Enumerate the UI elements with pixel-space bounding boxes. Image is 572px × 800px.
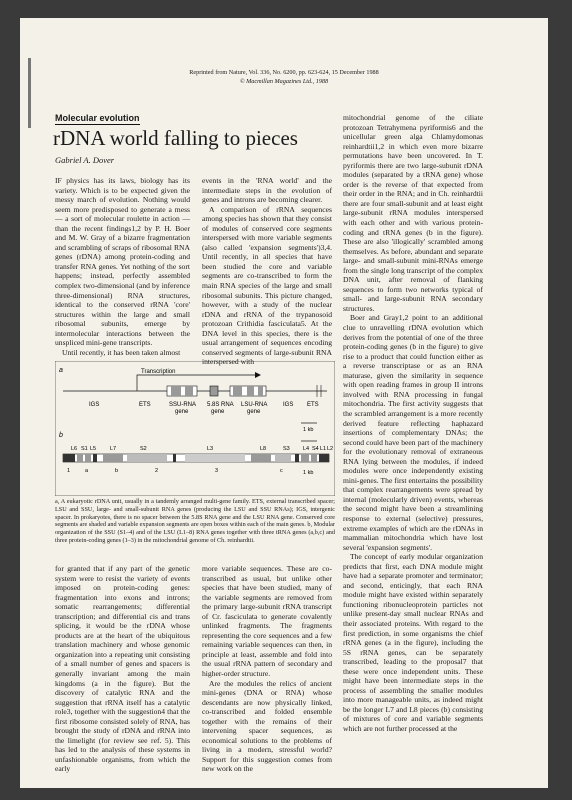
paragraph: Boer and Gray1,2 point to an additional clue to unravelling rDNA evolution which derives from the potential of one of the three protein-coding genes (b in the figure) to give rise to a product that could function either as a reverse transcriptase or as an RNA maturase, given the similarity in sequence with open reading frames in group II introns involved with RNA processing in fungal mitochondria. The first activity suggests that the scrambled arrangement is a more recently derived feature reflecting haphazard insertions of complementary DNAs; the second could have been part of the machinery for the evolutionary removal of extraneous RNA lying between the modules, if indeed modules were once independently existing mini-genes. The first entertains the possibility that complex rearrangements were spread by internal (molecularly driven) events, whereas the second might have been a streamlining response to external (selective) pressures, extreme examples of which are the rDNAs in mammalian mitochondria which have lost several 'expansion segments'.	[343, 313, 483, 552]
reprint-header	[20, 68, 548, 86]
b-gene-3: 3	[215, 468, 219, 474]
b-gene-a: a	[85, 468, 89, 474]
b-label-L4: L4	[303, 446, 310, 452]
section-heading: Molecular evolution	[55, 113, 140, 123]
lsu-gene-label: gene	[247, 409, 261, 415]
column-3	[343, 113, 483, 734]
column-2-bottom	[202, 564, 332, 774]
scale-label-b: 1 kb	[303, 470, 314, 476]
paragraph: mitochondrial genome of the ciliate protozoan Tetrahymena pyriformis6 and the unicellular green alga Chlamydomonas reinhardtii1,2 in which even more bizarre permutations have been uncovered. In T. pyriformis there are two large-subunit rDNA modules (separated by a tRNA gene) whose order is the reverse of that expected from their order in the RNA; and in Ch. reinhardtii there are four small-subunit and at least eight large-subunit rRNA modules interspersed with each other and with various protein-coding and tRNA genes (b in the figure). These are also 'illogically' scrambled among themselves. As before, abundant and separate large- and small-subunit mini-RNAs emerge from the single long transcript of the complex DNA unit, after removal of flanking sequences to form two networks typical of small- and large-subunit RNA secondary structures.	[343, 113, 483, 313]
column-1-bottom	[55, 564, 190, 774]
paragraph: events in the 'RNA world' and the intermediate steps in the evolution of genes and introns are becoming clearer.	[202, 176, 332, 205]
b-gene-b: b	[115, 468, 119, 474]
paragraph: A comparison of rRNA sequences among species has shown that they consist of modules of conserved core segments interspersed with more variable segments (also called 'expansion segments')3,4. Until recently, in all species that have been studied the core and variable segments are co-transcribed to form the main RNA species of the large and small ribosomal subunits. This picture changed, however, with a study of the nuclear rDNA and rRNA of the trypanosoid protozoan Crithidia fasciculata5. At the DNA level in this species, there is the usual arrangement of sequences encoding conserved segments of large-subunit RNA interspersed with	[202, 204, 332, 367]
b-label-L5: L5	[90, 446, 97, 452]
b-label-L2: L2	[327, 446, 334, 452]
b-gene-1: 1	[67, 468, 71, 474]
paragraph: IF physics has its laws, biology has its variety. Which is to be expected given the messy march of evolution. Nothing would seem more predisposed to generate a mess — a sort of molecular roulette in action — than the recent findings1,2 by P. H. Boer and M. W. Gray of a bizarre fragmentation and scrambling of scraps of ribosomal RNA genes (rDNA) among protein-coding and transfer RNA genes. Yet nothing of the sort happens; instead, perfectly assembled complex two-dimensional (and by inference three-dimensional) RNA structures, identical to the conserved rRNA 'core' structures within the large and small ribosomal subunits, emerge by intermolecular interactions between the unspliced mini-gene transcripts.	[55, 176, 190, 348]
paragraph: more variable sequences. These are co-transcribed as usual, but unlike other species that have been studied, many of the variable segments are removed from the primary large-subunit rRNA transcript of Cr. fasciculata to generate covalently unlinked fragments. The fragments representing the core sequences and a few remaining variable sequences can then, in principle at least, assemble and fold into the usual rRNA pattern of secondary and higher-order structure.	[202, 564, 332, 679]
igs-left-label: IGS	[89, 402, 100, 408]
b-label-L3: L3	[207, 446, 214, 452]
paragraph: Until recently, it has been taken almost	[62, 347, 181, 357]
paragraph: The concept of early modular organization predicts that first, each DNA module might have had a separate promoter and terminator; and second, enticingly, that each RNA module might have existed within separately functioning ribonucleoprotein particles not unlike present-day small nuclear RNAs and their associated proteins. With regard to the first prediction, in some organisms the chief rRNA genes (a in the figure), including the 5S rRNA genes, can be separately transcribed, leading to the proposal7 that these were once independent units. These might have been intermediate steps in the process of assembling the smaller modules into more manageable units, as indeed might be the longer L7 and L8 pieces (b) consisting of mixtures of core and variable segments which are not further processed at the	[343, 552, 483, 733]
b-label-L7: L7	[110, 446, 117, 452]
rna58-gene-label: gene	[211, 409, 225, 415]
ets-left-label: ETS	[139, 402, 151, 408]
ssu-gene-label: gene	[175, 409, 189, 415]
b-label-S3: S3	[283, 446, 290, 452]
panel-b-label: b	[59, 432, 63, 439]
paragraph: Are the modules the relics of ancient mini-genes (DNA or RNA) whose descendants are now physically linked, co-transcribed and folded ensemble together with the remains of their intervening spacer sequences, as economical solutions to the problems of living in a modern, stressful world? Support for this suggestion comes from new work on the	[202, 678, 332, 774]
b-gene-c: c	[280, 468, 283, 474]
paragraph: for granted that if any part of the genetic system were to resist the variety of events imposed on protein-coding genes: fragmentation into exons and introns; somatic rearrangements; differential transcription; and differential cis and trans splicing, it would be the rDNA whose products are at the heart of the ubiquitous translation machinery and whose genomic organization into a repeating unit consisting of a small number of genes and spacers is generally invariant among the main kingdoms (a in the figure). But the discovery of catalytic RNA and the suggestion that rRNA itself has a catalytic role3, together with the suggestion4 that the first ribosome consisted solely of RNA, has brought the study of rDNA and rRNA into the limelight (for review see ref. 5). This has led to the analysis of these systems in unfashionable organisms, from which the early	[55, 564, 190, 774]
transcription-label: Transcription	[141, 369, 176, 375]
b-label-L6: L6	[71, 446, 78, 452]
lsu-rna-label: LSU-RNA	[241, 402, 268, 408]
column-1-top	[55, 176, 190, 357]
paper-page	[20, 18, 548, 788]
figure-caption: a, A eukaryotic rDNA unit, usually in a tandemly arranged multi-gene family. ETS, external transcribed spacer; LSU and SSU, large- and small-subunit RNA genes (producing the LSU and SSU RNAs); IGS, intergenic spacer. In prokaryotes, there is no spacer between the 5.8S RNA gene and the LSU RNA gene. Conserved core segments are shaded and variable expansion segments are open boxes within each of the main genes. b, Modular organization of the SSU (S1–4) and of the LSU (L1–8) RNA genes together with three tRNA genes (a,b,c) and three protein-coding genes (1–3) in the mitochondrial genome of Ch. reinhardtii.	[55, 498, 335, 544]
igs-right-label: IGS	[283, 402, 294, 408]
article-title: rDNA world falling to pieces	[53, 126, 298, 150]
b-label-S4: S4	[312, 446, 319, 452]
b-label-L8: L8	[260, 446, 267, 452]
b-label-L1: L1	[320, 446, 327, 452]
reprint-citation: Reprinted from Nature, Vol. 336, No. 6200, pp. 623-624, 15 December 1988	[189, 69, 379, 76]
rna58-label: 5.8S RNA	[207, 402, 234, 408]
b-gene-2: 2	[155, 468, 159, 474]
b-label-S1: S1	[81, 446, 88, 452]
ets-right-label: ETS	[307, 402, 319, 408]
column-2-top	[202, 176, 332, 367]
scale-label-a: 1 kb	[303, 427, 314, 433]
panel-a-label: a	[59, 367, 63, 374]
reprint-copyright: © Macmillan Magazines Ltd., 1988	[239, 78, 329, 85]
b-label-S2: S2	[140, 446, 147, 452]
ssu-rna-label: SSU-RNA	[169, 402, 197, 408]
figure-diagram	[55, 361, 335, 496]
author-name: Gabriel A. Dover	[55, 155, 115, 165]
